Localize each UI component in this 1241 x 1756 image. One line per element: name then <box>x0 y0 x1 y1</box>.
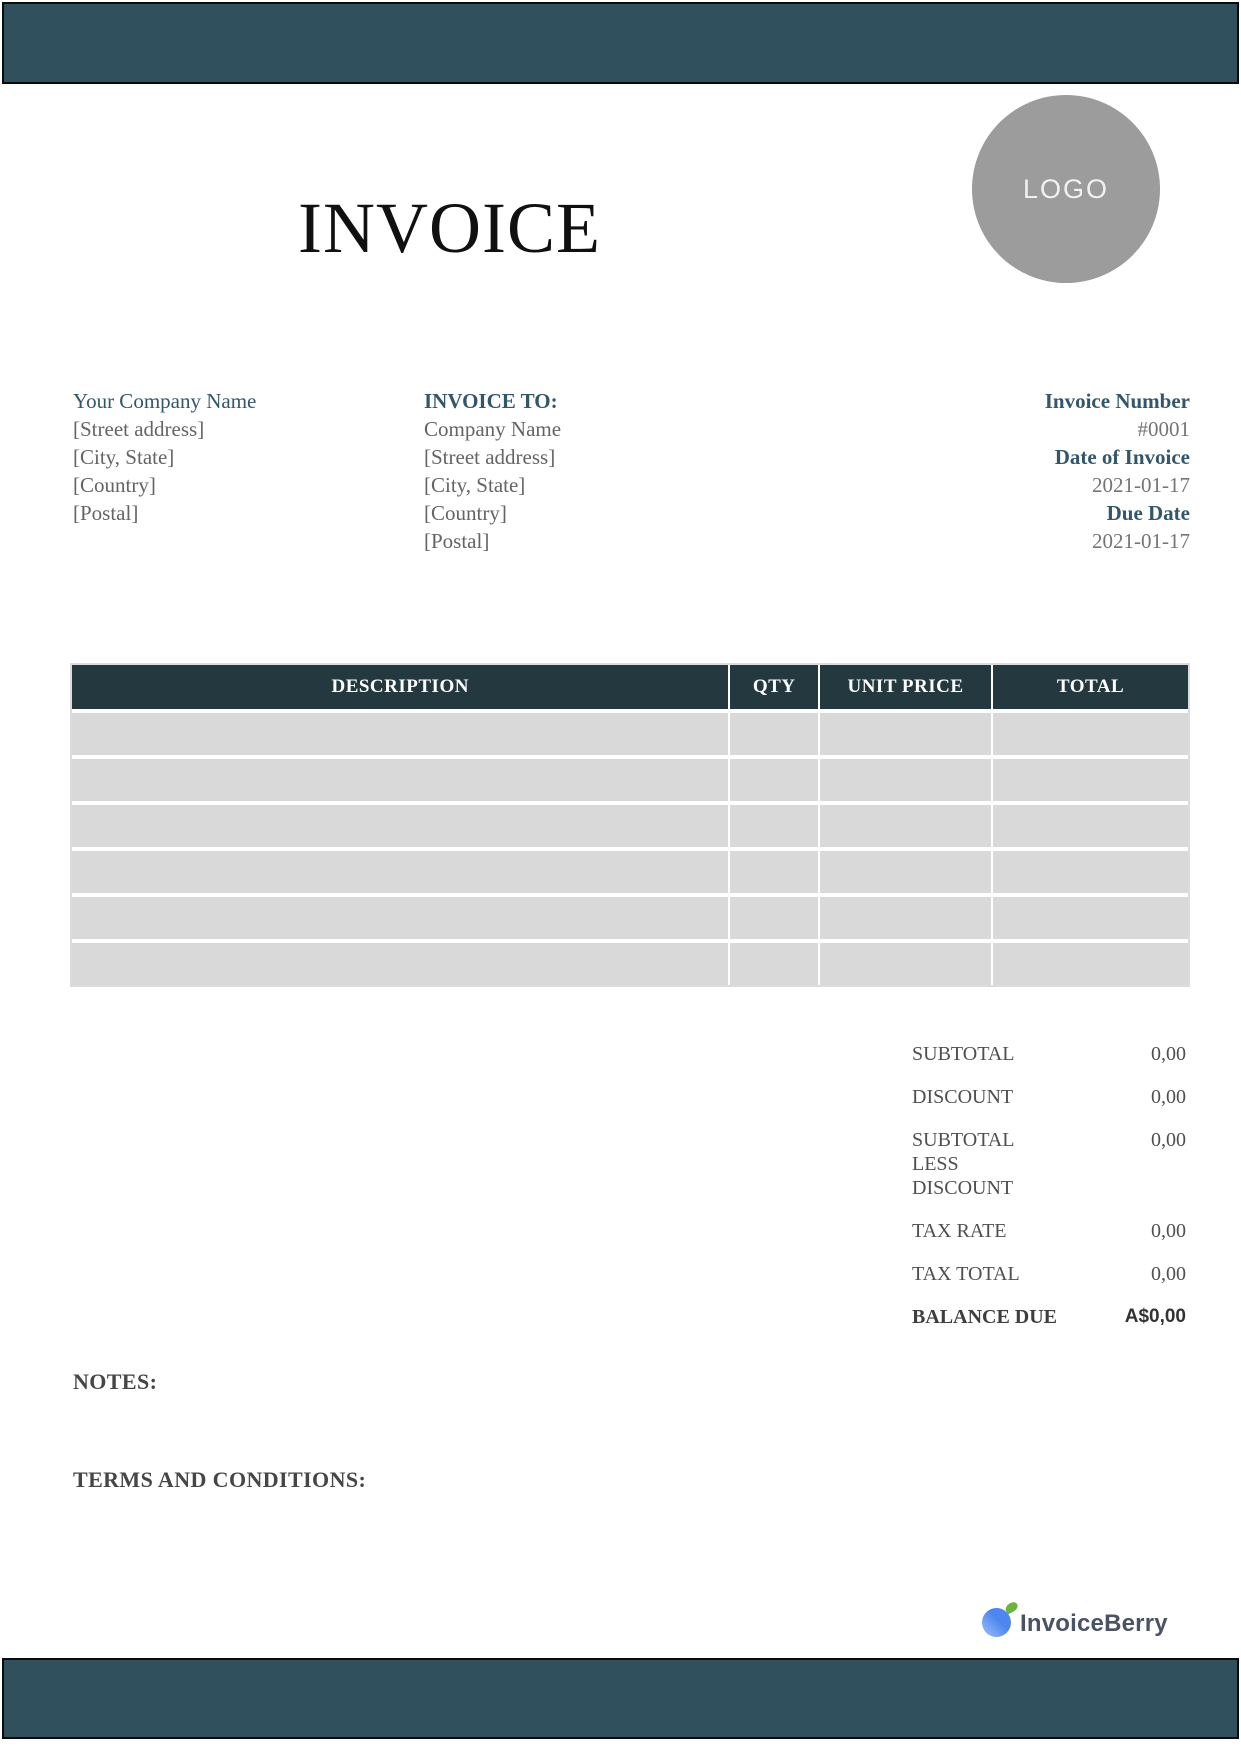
cell-total <box>993 851 1188 893</box>
seller-city-state: [City, State] <box>73 445 175 469</box>
seller-country: [Country] <box>73 473 156 497</box>
client-country: [Country] <box>424 501 507 525</box>
seller-address-block <box>73 387 373 527</box>
cell-qty <box>730 943 818 985</box>
cell-qty <box>730 897 818 939</box>
cell-unit-price <box>820 851 991 893</box>
tax-rate-label: TAX RATE <box>912 1220 1007 1242</box>
table-row <box>72 943 1188 985</box>
client-street: [Street address] <box>424 445 556 469</box>
brand-name: InvoiceBerry <box>1020 1610 1168 1637</box>
notes-heading: NOTES: <box>73 1369 158 1394</box>
footer-accent-bar <box>2 1658 1239 1739</box>
subtotal-less-discount-label: SUBTOTAL LESS DISCOUNT <box>912 1129 1014 1199</box>
subtotal-label: SUBTOTAL <box>912 1043 1015 1065</box>
header-accent-bar <box>2 2 1239 84</box>
discount-value: 0,00 <box>1151 1086 1186 1108</box>
cell-unit-price <box>820 943 991 985</box>
tax-total-label: TAX TOTAL <box>912 1263 1020 1285</box>
cell-total <box>993 713 1188 755</box>
table-row <box>72 805 1188 847</box>
cell-description <box>72 759 728 801</box>
cell-total <box>993 805 1188 847</box>
invoice-to-block <box>424 387 724 555</box>
client-company-name: Company Name <box>424 417 562 441</box>
table-header-row <box>72 665 1188 709</box>
column-header-total: TOTAL <box>993 665 1188 709</box>
invoice-to-heading: INVOICE TO: <box>424 389 558 413</box>
seller-street: [Street address] <box>73 417 205 441</box>
client-postal: [Postal] <box>424 529 490 553</box>
cell-qty <box>730 851 818 893</box>
seller-company-name: Your Company Name <box>73 389 257 413</box>
cell-unit-price <box>820 805 991 847</box>
cell-unit-price <box>820 759 991 801</box>
terms-heading: TERMS AND CONDITIONS: <box>73 1467 367 1492</box>
cell-description <box>72 897 728 939</box>
tax-rate-row <box>912 1219 1186 1243</box>
logo-placeholder-text: LOGO <box>1022 173 1110 204</box>
subtotal-less-discount-value: 0,00 <box>1151 1129 1186 1151</box>
invoice-date-label: Date of Invoice <box>1054 445 1190 469</box>
table-row <box>72 897 1188 939</box>
discount-row <box>912 1085 1186 1109</box>
table-row <box>72 713 1188 755</box>
leaf-icon <box>1004 1600 1020 1614</box>
cell-total <box>993 759 1188 801</box>
cell-qty <box>730 759 818 801</box>
column-header-qty: QTY <box>730 665 818 709</box>
invoice-number-value: #0001 <box>1137 417 1190 441</box>
table-row <box>72 851 1188 893</box>
subtotal-value: 0,00 <box>1151 1043 1186 1065</box>
cell-description <box>72 805 728 847</box>
invoice-number-label: Invoice Number <box>1044 389 1190 413</box>
cell-total <box>993 897 1188 939</box>
cell-qty <box>730 805 818 847</box>
subtotal-less-discount-row <box>912 1128 1186 1200</box>
cell-total <box>993 943 1188 985</box>
cell-description <box>72 851 728 893</box>
discount-label: DISCOUNT <box>912 1086 1014 1108</box>
balance-due-row <box>912 1305 1186 1329</box>
cell-unit-price <box>820 897 991 939</box>
seller-postal: [Postal] <box>73 501 139 525</box>
cell-description <box>72 943 728 985</box>
cell-description <box>72 713 728 755</box>
invoice-date-value: 2021-01-17 <box>1092 473 1190 497</box>
tax-rate-value: 0,00 <box>1151 1220 1186 1242</box>
balance-due-label: BALANCE DUE <box>912 1306 1058 1328</box>
invoiceberry-brandmark <box>982 1604 1212 1644</box>
due-date-label: Due Date <box>1106 501 1190 525</box>
client-city-state: [City, State] <box>424 473 526 497</box>
column-header-description: DESCRIPTION <box>72 665 728 709</box>
due-date-value: 2021-01-17 <box>1092 529 1190 553</box>
balance-due-value: A$0,00 <box>1124 1306 1186 1327</box>
line-items-table <box>70 663 1190 987</box>
invoice-meta-block <box>860 387 1190 555</box>
table-row <box>72 759 1188 801</box>
page-title: INVOICE <box>298 188 601 268</box>
subtotal-row <box>912 1042 1186 1066</box>
tax-total-value: 0,00 <box>1151 1263 1186 1285</box>
cell-qty <box>730 713 818 755</box>
column-header-unit-price: UNIT PRICE <box>820 665 991 709</box>
cell-unit-price <box>820 713 991 755</box>
tax-total-row <box>912 1262 1186 1286</box>
totals-section <box>912 1042 1186 1348</box>
logo-placeholder-circle <box>972 95 1160 283</box>
